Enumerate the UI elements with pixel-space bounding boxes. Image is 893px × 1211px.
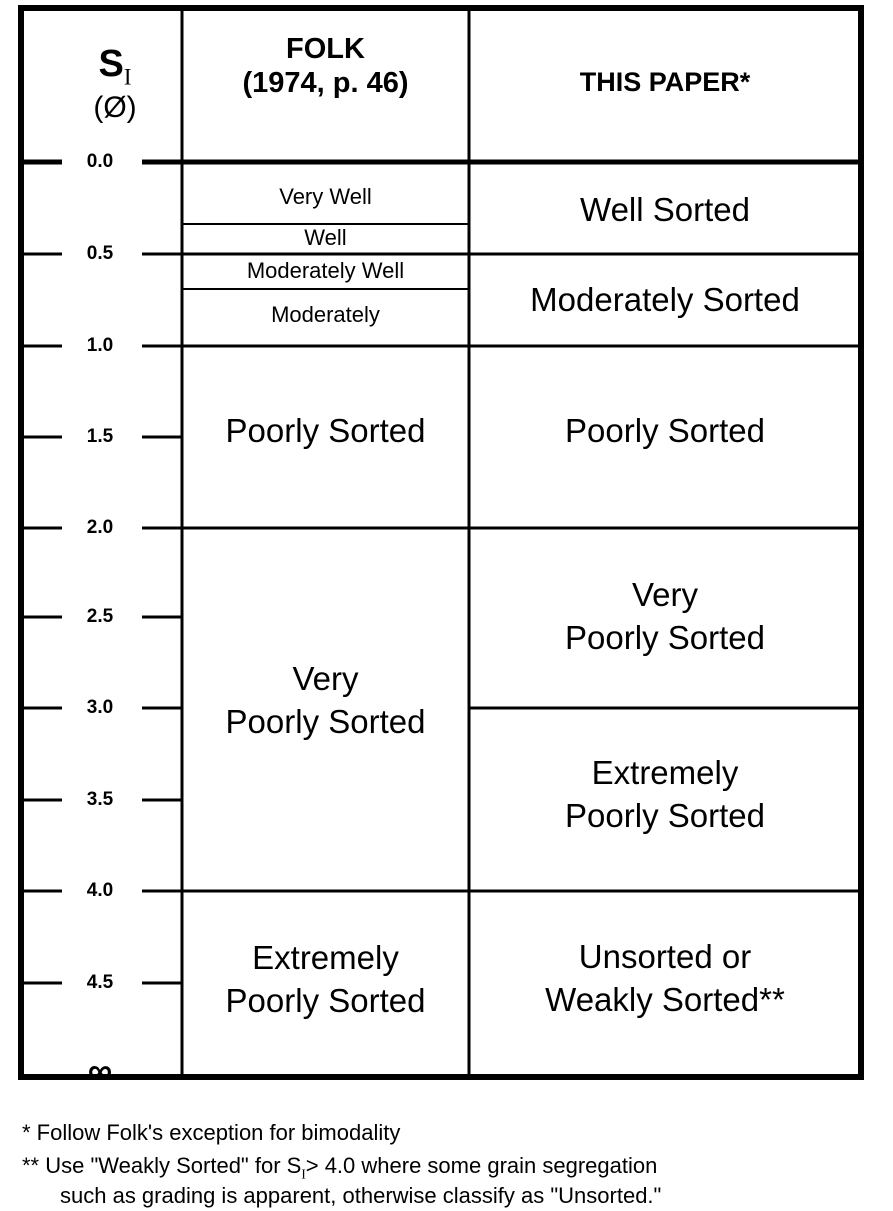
folk-moderately: Moderately	[271, 302, 380, 327]
folk-poorly-sorted: Poorly Sorted	[225, 412, 426, 449]
folk-extremely-line1: Extremely	[252, 939, 399, 976]
folk-very-well: Very Well	[279, 184, 372, 209]
folk-extremely-line2: Poorly Sorted	[225, 982, 426, 1019]
tp-unsorted-line1: Unsorted or	[578, 938, 752, 975]
footnote-2-continued: such as grading is apparent, otherwise classify as "Unsorted."	[60, 1183, 662, 1208]
footnote-1: * Follow Folk's exception for bimodality	[22, 1120, 401, 1145]
folk-citation: (1974, p. 46)	[242, 67, 409, 99]
tp-extremely-line2: Poorly Sorted	[565, 797, 765, 834]
tick-label: 3.5	[86, 789, 114, 810]
tp-unsorted-line2: Weakly Sorted**	[545, 981, 785, 1018]
scale-unit: (Ø)	[93, 91, 137, 124]
tick-label: 4.5	[86, 972, 114, 993]
scale-symbol: $S_I$	[98, 43, 132, 90]
folk-moderately-well: Moderately Well	[246, 258, 405, 283]
tp-moderately-sorted: Moderately Sorted	[530, 281, 800, 318]
tick-label: 3.0	[86, 697, 114, 718]
tp-well-sorted: Well Sorted	[580, 191, 750, 228]
tick-label-infinity: ∞	[87, 1052, 113, 1090]
outer-border	[21, 8, 861, 1077]
tp-very-line1: Very	[631, 576, 699, 613]
footnote-2: ** Use "Weakly Sorted" for $S_I> 4.0$ where some grain segregation	[22, 1153, 658, 1182]
tick-label: 1.0	[86, 335, 114, 356]
folk-title: FOLK	[286, 33, 365, 65]
tp-poorly-sorted: Poorly Sorted	[565, 412, 765, 449]
tick-label: 1.5	[86, 426, 114, 447]
this-paper-title: THIS PAPER*	[579, 67, 751, 97]
tick-label: 0.5	[86, 243, 114, 264]
folk-very-poorly-line2: Poorly Sorted	[225, 703, 426, 740]
tp-very-line2: Poorly Sorted	[565, 619, 765, 656]
folk-well: Well	[304, 225, 347, 250]
folk-very-poorly-line1: Very	[292, 660, 359, 697]
tick-label: 2.0	[86, 517, 114, 538]
tick-label: 2.5	[86, 606, 114, 627]
tick-label: 0.0	[86, 151, 114, 172]
tick-label: 4.0	[86, 880, 114, 901]
tp-extremely-line1: Extremely	[591, 754, 739, 791]
